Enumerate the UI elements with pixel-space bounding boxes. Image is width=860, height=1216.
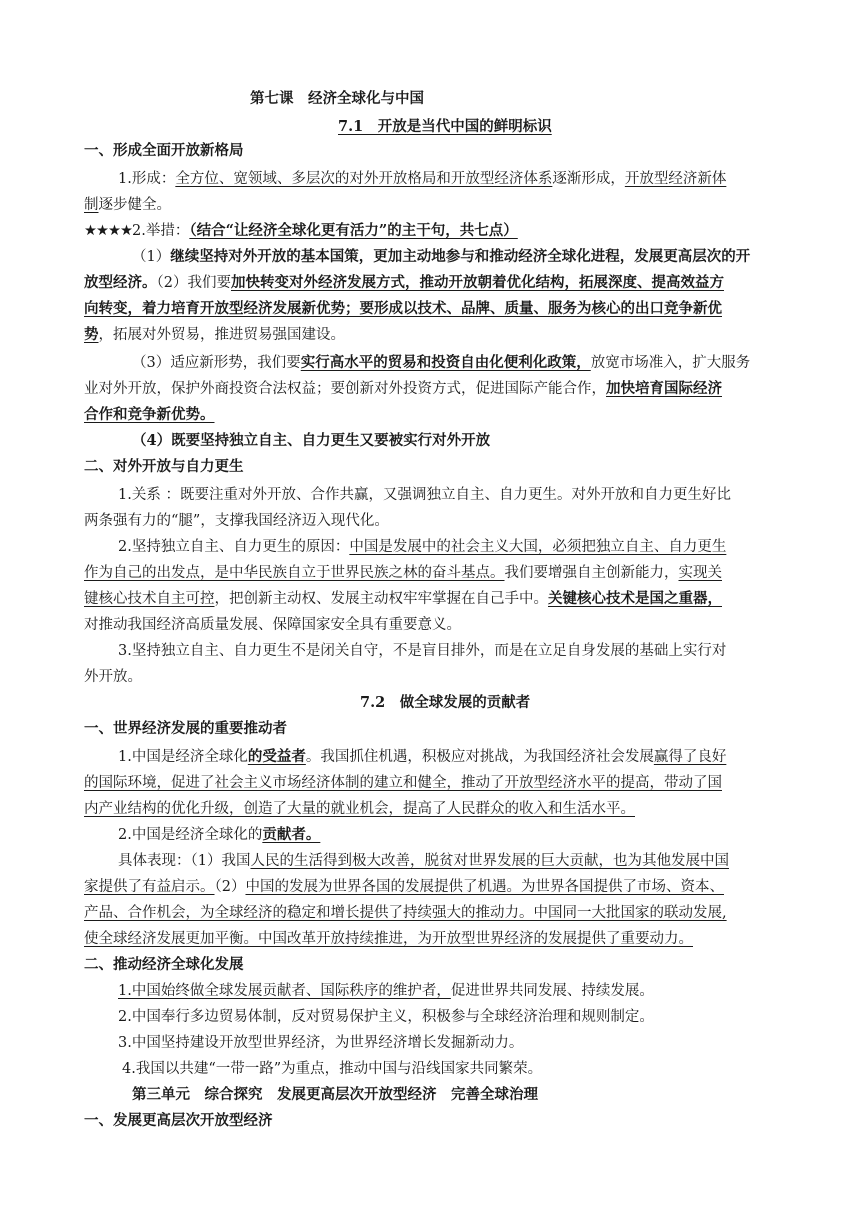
paragraph-contributor: 2.中国是经济全球化的贡献者。 [118,826,321,843]
paragraph-measure3-line1: （3）适应新形势，我们要实行高水平的贸易和投资自由化便利化政策，放宽市场准入，扩大服务 [132,354,751,371]
heading-open-pattern: 一、形成全面开放新格局 [84,142,244,159]
star-rating-icon: ★★★★ [84,223,132,239]
paragraph-performance-line2: 家提供了有益启示。（2）中国的发展为世界各国的发展提供了机遇。为世界各国提供了市场、资本、 [84,879,724,895]
heading-opening-self-reliance: 二、对外开放与自力更生 [84,458,244,475]
paragraph-formation-line1: 1.形成：全方位、宽领域、多层次的对外开放格局和开放型经济体系逐渐形成，开放型经济新体 [118,171,727,187]
lesson-title: 第七课 经济全球化与中国 [250,90,424,107]
paragraph-reason-line4: 对推动我国经济高质量发展、保障国家安全具有重要意义。 [84,617,461,633]
heading-higher-level-open-economy: 一、发展更高层次开放型经济 [84,1112,273,1129]
unit-title: 第三单元 综合探究 发展更高层次开放型经济 完善全球治理 [132,1086,538,1103]
paragraph-relation-line2: 两条强有力的“腿”，支撑我国经济迈入现代化。 [84,513,389,529]
heading-promote-globalization: 二、推动经济全球化发展 [84,956,244,973]
paragraph-measure2-line3: 势，拓展对外贸易，推进贸易强国建设。 [84,326,345,343]
paragraph-measure3-line2: 业对外开放，保护外商投资合法权益；要创新对外投资方式，促进国际产能合作，加快培育国际经济 [84,380,722,397]
paragraph-measure1-line1: （1）继续坚持对外开放的基本国策，更加主动地参与和推动经济全球化进程，发展更高层次的开 [132,248,751,265]
paragraph-beneficiary-line1: 1.中国是经济全球化的受益者。我国抓住机遇，积极应对挑战，为我国经济社会发展赢得了良好 [118,748,727,765]
paragraph-beneficiary-line2: 的国际环境，促进了社会主义市场经济体制的建立和健全，推动了开放型经济水平的提高，带动了国 [84,775,722,791]
section-7-1-title: 7.1 开放是当代中国的鲜明标识 [338,118,552,135]
paragraph-not-closed-line2: 外开放。 [84,669,142,685]
paragraph-formation-line2: 制逐步健全。 [84,197,171,213]
paragraph-performance-line3: 产品、合作机会，为全球经济的稳定和增长提供了持续强大的推动力。中国同一大批国家的联动发展, [84,905,727,921]
paragraph-reason-line1: 2.坚持独立自主、自力更生的原因：中国是发展中的社会主义大国，必须把独立自主、自力更生 [118,539,727,555]
paragraph-promote-3: 3.中国坚持建设开放型世界经济，为世界经济增长发掘新动力。 [118,1035,524,1051]
paragraph-measures-label: ★★★★2.举措：（结合“让经济全球化更有活力”的主干句，共七点） [84,222,518,239]
paragraph-performance-line4: 使全球经济发展更加平衡。中国改革开放持续推进，为开放型世界经济的发展提供了重要动力。 [84,931,693,947]
paragraph-performance-line1: 具体表现：（1）我国人民的生活得到极大改善，脱贫对世界发展的巨大贡献，也为其他发展中国 [118,853,729,869]
paragraph-measure3-line3: 合作和竞争新优势。 [84,406,215,423]
paragraph-not-closed-line1: 3.坚持独立自主、自力更生不是闭关自守，不是盲目排外，而是在立足自身发展的基础上实行对 [118,643,727,659]
paragraph-measure4: （4）既要坚持独立自主、自力更生又要被实行对外开放 [132,432,491,449]
paragraph-measure1-line2: 放型经济。（2）我们要加快转变对外经济发展方式，推动开放朝着优化结构，拓展深度、提高效益方 [84,274,724,291]
paragraph-beneficiary-line3: 内产业结构的优化升级，创造了大量的就业机会，提高了人民群众的收入和生活水平。 [84,801,635,817]
paragraph-reason-line2: 作为自己的出发点，是中华民族自立于世界民族之林的奋斗基点。我们要增强自主创新能力，实现关 [84,565,722,581]
paragraph-promote-4: 4.我国以共建“一带一路”为重点，推动中国与沿线国家共同繁荣。 [122,1061,543,1077]
paragraph-measure2-line2: 向转变，着力培育开放型经济发展新优势；要形成以技术、品牌、质量、服务为核心的出口竞争新优 [84,300,722,317]
paragraph-promote-1: 1.中国始终做全球发展贡献者、国际秩序的维护者，促进世界共同发展、持续发展。 [118,983,654,999]
paragraph-relation-line1: 1.关系 ：既要注重对外开放、合作共赢，又强调独立自主、自力更生。对外开放和自力更生好比 [118,487,731,503]
paragraph-reason-line3: 键核心技术自主可控，把创新主动权、发展主动权牢牢掌握在自己手中。关键核心技术是国之重器， [84,590,722,607]
section-7-2-title: 7.2 做全球发展的贡献者 [360,694,531,711]
heading-world-driver: 一、世界经济发展的重要推动者 [84,720,287,737]
paragraph-promote-2: 2.中国奉行多边贸易体制，反对贸易保护主义，积极参与全球经济治理和规则制定。 [118,1009,654,1025]
